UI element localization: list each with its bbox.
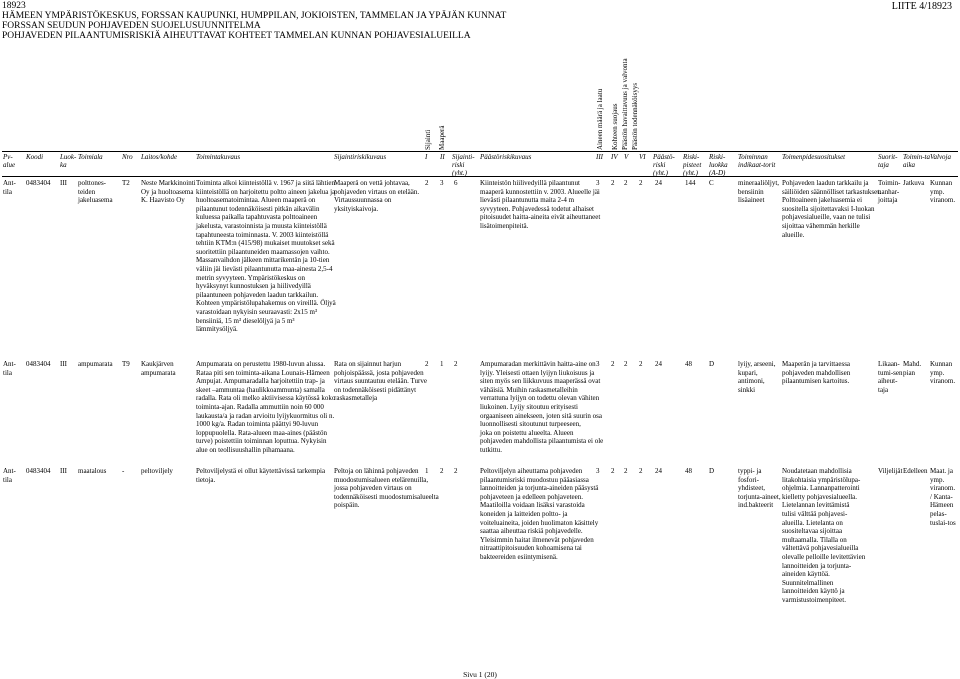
col-ii: II [440,153,445,161]
col-i: I [425,153,428,161]
cell-suorittaja: Likaan- tumi-sen aiheut- taja [878,360,903,394]
cell-sijaintiriski: 6 [454,179,458,187]
vheader-kohteen-suojaus: Kohteen suojaus [611,103,619,150]
table-title: POHJAVEDEN PILAANTUMISRISKIÄ AIHEUTTAVAT KOHTEET TAMMELAN KUNNAN POHJAVESIALUEILLA [2,31,471,41]
cell-i: 2 [425,179,429,187]
cell-aika: Jatkuva [903,179,925,187]
plan-title: FORSSAN SEUDUN POHJAVEDEN SUOJELUSUUNNITELMA [2,21,261,31]
cell-iv: 2 [611,360,615,368]
cell-toimiala: maatalous [78,467,107,475]
cell-luokka: III [60,360,67,368]
cell-laitos: peltoviljely [141,467,173,475]
col-vi: VI [639,153,646,161]
cell-valvoja: Kunnan ymp. viranom. [930,179,956,205]
cell-paastoriskikuvaus: Ampumaradan merkittävin haitta-aine on lyijy. Yleisesti ottaen lyijyn liukoisuus ja siten myös sen liikkuvuus maaperässä ovat vähäisiä. Muihin raskasmetalleihin verrattuna lyijyn on todettu olevan vähiten liukoinen. Lyijy sitoutuu erityisesti orgaaniseen ainekseen, joten sitä suurin osa luonnollisesti sitoutunut turpeeseen, joka on poistettu alueelta. Alueen pohjaveden mahdollista pilaantumista ei ole tutkittu. [480,360,604,454]
cell-iii: 3 [596,360,600,368]
cell-iii: 3 [596,467,600,475]
cell-vi: 2 [639,467,643,475]
cell-valvoja: Maat. ja ymp. viranom. / Kanta- Hämeen pelas- tuslai-tos [930,467,956,527]
cell-iv: 2 [611,467,615,475]
cell-riskiluokka: D [709,360,715,368]
cell-toimiala: polttones- teiden jakeluasema [78,179,113,205]
cell-i: 2 [425,360,429,368]
cell-toimenpiteet: Noudatetaan mahdollisia litakohtaisia ympäristölupa- ohjelmia. Lannanpatterointi kielletty pohjavesialueella. Lietelannan levittämistä tulisi välttää pohjavesi- alueilla. Lietelanta on suositeltavaa sijoittaa multaamalla. Tilalla on vältettävä pohjavesialueilla olevalle pelloille levitettävien lannoitteiden ja torjunta- aineiden käyttöä. Suunnitelmallinen lannoitteiden käyttö ja varmistustoimenpiteet. [782,467,866,604]
doc-number: 18923 [2,1,26,11]
page-number: Sivu 1 (20) [463,670,497,679]
cell-toimiala: ampumarata [78,360,113,368]
cell-paastoriski: 24 [655,360,662,368]
col-sijaintiriskikuvaus: Sijaintiriskikuvaus [334,153,387,161]
col-paastoriskikuvaus: Päästöriskikuvaus [480,153,532,161]
cell-laitos: Kaukjärven ampumarata [141,360,176,377]
cell-nro: T2 [122,179,130,187]
cell-nro: - [122,467,125,475]
cell-riskipisteet: 48 [685,360,692,368]
vheader-sijainti: Sijainti [424,129,432,150]
cell-sijaintiriski: 2 [454,360,458,368]
cell-paastoriskikuvaus: Kiinteistön hiilivedyillä pilaantunut maaperä kunnostettiin v. 2003. Alueelle jäi lievästi pilaantunutta maita 2-4 m syvyyteen. Pohjavedessä todetut alhaiset pitoisuudet haitta-aineita eivät aiheuttaneet lisätoimenpiteitä. [480,179,601,230]
cell-aika: Edelleen [903,467,928,475]
cell-v: 2 [624,179,628,187]
col-riskipisteet: Riski- pisteet (yht.) [683,153,702,177]
cell-toimenpiteet: Pohjaveden laadun tarkkailu ja säiliöiden säännölliset tarkastukset. Polttoaineen jakeluasemia ei suositella sijoitettavaksi I-luokan pohjavesialueille, vaan ne tulisi sijoittaa vähemmän herkille alueille. [782,179,881,239]
cell-riskipisteet: 144 [685,179,696,187]
cell-sijaintiriski: 2 [454,467,458,475]
cell-iv: 2 [611,179,615,187]
cell-riskiluokka: D [709,467,715,475]
cell-ii: 2 [440,467,444,475]
col-v: V [624,153,629,161]
col-riskiluokka: Riski- luokka (A-D) [709,153,728,177]
cell-paastoriski: 24 [655,467,662,475]
col-toimiala: Toimiala [78,153,103,161]
col-suorittaja: Suorit- taja [878,153,898,169]
cell-vi: 2 [639,179,643,187]
cell-suorittaja: Toimin- nanhar- joittaja [878,179,901,205]
cell-koodi: 0483404 [26,360,51,368]
cell-indikaattorit: mineraaliöljyt, bensiinin lisäaineet [738,179,780,205]
cell-pv-alue: Ant- tila [3,467,16,484]
cell-v: 2 [624,467,628,475]
cell-nro: T9 [122,360,130,368]
vheader-paaston-havaittavuus: Päästön havaittavuus ja valvonta [621,58,629,150]
cell-koodi: 0483404 [26,467,51,475]
cell-iii: 3 [596,179,600,187]
cell-sijaintiriskikuvaus: Peltoja on lähinnä pohjaveden muodostumisalueen etelärenuilla, jossa pohjaveden virtaus on todennäköisesti muodostumisalueelta poispäin. [334,467,439,510]
cell-pv-alue: Ant- tila [3,360,16,377]
vheader-maapera: Maaperä [438,125,446,150]
cell-koodi: 0483404 [26,179,51,187]
cell-ii: 3 [440,179,444,187]
col-luokka: Luok- ka [60,153,77,169]
cell-suorittaja: Viljelijät [878,467,903,475]
col-toiminta-aika: Toimin-ta aika [903,153,930,169]
cell-laitos: Neste Markkinointi Oy ja huoltoasema K. Haavisto Oy [141,179,196,205]
cell-v: 2 [624,360,628,368]
header-top-rule [2,151,958,152]
col-iii: III [596,153,603,161]
appendix-label: LIITE 4/18923 [891,1,952,12]
cell-riskipisteet: 48 [685,467,692,475]
col-pv-alue: Pv- alue [3,153,16,169]
cell-paastoriskikuvaus: Peltoviljelyn aiheuttama pohjaveden pilaantumisriski muodostuu pääasiassa lannoitteiden ja torjunta-aineiden pääsystä pohjaveteen ja edelleen pohjaveteen. Maatiloilla voidaan lisäksi varastoida koneiden ja laitteiden poltto- ja voiteluaineita, joiden huolimaton käsittely saattaa aiheuttaa riskiä pohjavedelle. Yleisimmin haitat ilmenevät pohjaveden nitraattipitoisuuden kohoamisena tai bakteereiden esiintymisenä. [480,467,599,561]
cell-sijaintiriskikuvaus: Maaperä on vettä johtavaa, pohjaveden virtaus on etelään. Virtaussuunnassa on yksityiskaivoja. [334,179,420,213]
cell-toimintakuvaus: Toiminta alkoi kiinteistöllä v. 1967 ja siitä lähtien kiinteistöllä on harjoitettu poltto aineen jakelua ja huoltoasematoimintaa. Alueen maaperä on pilaantunut todennäköisesti pitkän aikavälin kuluessa paikalla tapahtuvasta polttoaineen jakelusta, varastoinnista ja muusta kiinteistöllä tapahtuneesta toiminnasta. V. 2003 kiinteistöllä tehtiin KTM:n (415/98) mukaiset muutokset sekä suoritettiin pilaantuneiden maamassojen vaihto. Massanvaihdon jälkeen mittarikentän ja 10-tien väliin jäi lievästi pilaantunutta maa-ainesta 2,5-4 metrin syvyyteen. Ympäristökeskus on hyväksynyt kunnostuksen ja hiilivedyillä pilaantuneen pohjaveden laadun tarkkailun. Kohteen ympäristölupahakemus on vireillä. Öljyä varastoidaan nykyisin seuraavasti: 2x15 m³ bensiiniä, 15 m³ dieselöljyä ja 5 m³ lämmitysöljyä. [196,179,336,334]
col-iv: IV [611,153,618,161]
cell-i: 1 [425,467,429,475]
cell-indikaattorit: lyijy, arseeni, kupari, antimoni, sinkki [738,360,776,394]
col-toimintakuvaus: Toimintakuvaus [196,153,241,161]
col-koodi: Koodi [26,153,44,161]
col-toimenpidesuositukset: Toimenpidesuositukset [782,153,846,161]
cell-vi: 2 [639,360,643,368]
col-laitos: Laitos/kohde [141,153,178,161]
vheader-paaston-todennakoisyys: Päästön todennäköisyys [631,82,639,150]
cell-ii: 1 [440,360,444,368]
col-sijaintiriski: Sijainti- riski (yht.) [452,153,475,177]
cell-riskiluokka: C [709,179,714,187]
cell-indikaattorit: typpi- ja fosfori- yhdisteet, torjunta-aineet, ind.bakteerit [738,467,781,510]
col-paastoriski: Päästö- riski (yht.) [653,153,675,177]
col-toiminnan-indikaattorit: Toiminnan indikaat-torit [738,153,776,169]
col-valvoja: Valvoja [930,153,951,161]
cell-paastoriski: 24 [655,179,662,187]
col-nro: Nro [122,153,133,161]
cell-sijaintiriskikuvaus: Rata on sijainnut harjun pohjoispäässä, josta pohjaveden virtaus suuntautuu etelään. Turve on todennäköisesti pidättänyt raskasmetalleja [334,360,427,403]
cell-toimintakuvaus: Peltoviljelystä ei ollut käytettävissä tarkempia tietoja. [196,467,326,484]
authority-line: HÄMEEN YMPÄRISTÖKESKUS, FORSSAN KAUPUNKI, HUMPPILAN, JOKIOISTEN, TAMMELAN JA YPÄJÄN KUNNAT [2,11,507,21]
cell-aika: Mahd. pian [903,360,922,377]
cell-valvoja: Kunnan ymp. viranom. [930,360,956,386]
cell-toimintakuvaus: Ampumarata on perustettu 1980-luvun alussa. Rataa piti sen toiminta-aikana Lounais-Hämeen Ampujat. Ampumaradalla harjoitettiin trap- ja skeet –ammuntaa (haulikkoammunta) samalla radalla. Rata oli melko aktiivisessa käytössä koko toiminta-ajan. Radalla ammuttiin noin 60 000 laukausta/a ja radan arvioitu lyijykuormitus oli n. 1000 kg/a. Radan toiminta päättyi 90-luvun loppupuolella. Rata-alueen maa-aines (päästön turve) poistettiin toiminnan loputtua. Nykyisin alue on teollisuushallin pihamaana. [196,360,336,454]
vheader-aineen-maara: Aineen määrä ja laatu [596,88,604,150]
cell-luokka: III [60,467,67,475]
cell-luokka: III [60,179,67,187]
header-bottom-rule [2,176,958,177]
cell-pv-alue: Ant- tila [3,179,16,196]
cell-toimenpiteet: Maaperän ja tarvittaessa pohjaveden mahdollisen pilaantumisen kartoitus. [782,360,851,386]
